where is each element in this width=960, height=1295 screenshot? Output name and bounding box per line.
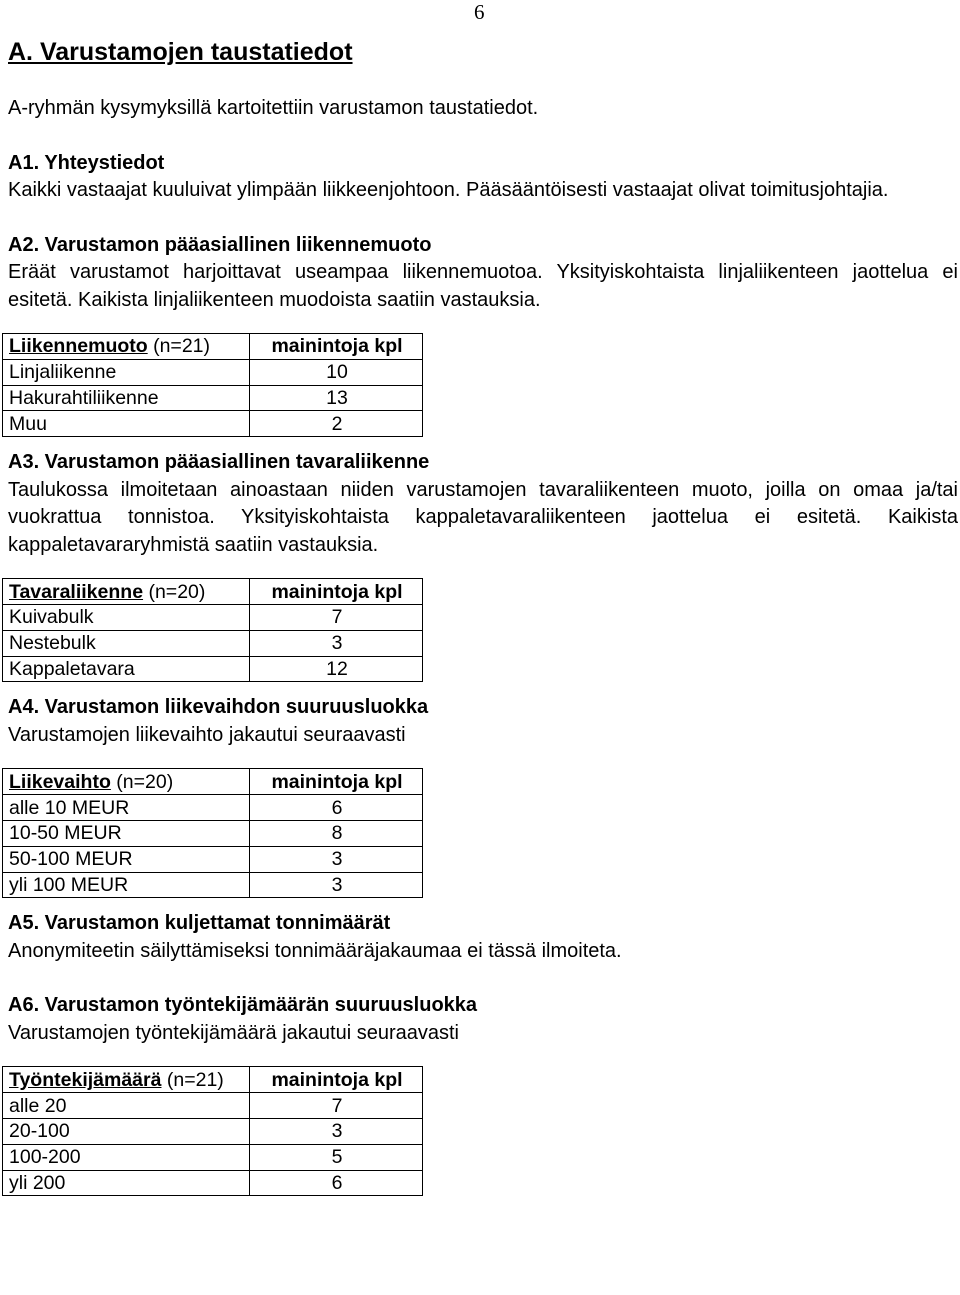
table-header-label-cell — [3, 769, 250, 795]
table-header-row — [3, 334, 423, 360]
intro-text: A-ryhmän kysymyksillä kartoitettiin varustamon taustatiedot. — [8, 97, 539, 119]
table-row — [3, 872, 423, 898]
section-a6-heading: A6. Varustamon työntekijämäärän suuruusluokka — [8, 994, 478, 1017]
table-header-n: (n=21) — [166, 1068, 224, 1091]
table-cell-label: yli 200 — [3, 1170, 250, 1196]
table-cell-value: 6 — [250, 1170, 423, 1196]
page-title: A. Varustamojen taustatiedot — [8, 38, 353, 66]
table-cell-label: 100-200 — [3, 1144, 250, 1170]
table-cell-value: 13 — [250, 385, 423, 411]
table-header-n: (n=21) — [153, 335, 211, 358]
table-row — [3, 795, 423, 821]
table-header-label: Liikevaihto — [9, 770, 111, 793]
table-header-label-cell — [3, 334, 250, 360]
table-row — [3, 359, 423, 385]
table-header-count: mainintoja kpl — [250, 334, 423, 360]
section-a2-text: Eräät varustamot harjoittavat useampaa liikennemuotoa. Yksityiskohtaista linjaliikenteen jaottelua ei esitetä. Kaikista linjaliikenteen muodoista saatiin vastauksia. — [8, 261, 958, 311]
table-cell-label: alle 20 — [3, 1093, 250, 1119]
table-row — [3, 1118, 423, 1144]
table-header-label-cell — [3, 579, 250, 605]
table-header-n: (n=20) — [116, 770, 174, 793]
table-row — [3, 820, 423, 846]
table-row — [3, 385, 423, 411]
table-header-count: mainintoja kpl — [250, 769, 423, 795]
table-cell-value: 3 — [250, 630, 423, 656]
table-cell-value: 7 — [250, 1093, 423, 1119]
table-cell-label: Linjaliikenne — [3, 359, 250, 385]
table-cell-value: 6 — [250, 795, 423, 821]
table-cell-value: 3 — [250, 872, 423, 898]
cargo-traffic-table — [2, 578, 423, 682]
table-cell-label: Muu — [3, 411, 250, 437]
table-row — [3, 604, 423, 630]
section-a4-text: Varustamojen liikevaihto jakautui seuraavasti — [8, 723, 406, 746]
table-cell-label: yli 100 MEUR — [3, 872, 250, 898]
table-cell-value: 10 — [250, 359, 423, 385]
section-a5-text: Anonymiteetin säilyttämiseksi tonnimääräjakaumaa ei tässä ilmoiteta. — [8, 939, 622, 962]
table-row — [3, 1093, 423, 1119]
table-header-label: Liikennemuoto — [9, 335, 148, 358]
section-a6-text: Varustamojen työntekijämäärä jakautui seuraavasti — [8, 1021, 459, 1044]
section-a1-heading: A1. Yhteystiedot — [8, 151, 165, 174]
table-row — [3, 656, 423, 682]
section-a3-heading: A3. Varustamon pääasiallinen tavaraliikenne — [8, 451, 430, 474]
table-row — [3, 1170, 423, 1196]
table-row — [3, 1144, 423, 1170]
table-cell-value: 3 — [250, 846, 423, 872]
table-cell-value: 12 — [250, 656, 423, 682]
page-number: 6 — [474, 0, 485, 24]
table-cell-label: Nestebulk — [3, 630, 250, 656]
table-row — [3, 411, 423, 437]
table-header-row — [3, 579, 423, 605]
table-cell-value: 8 — [250, 820, 423, 846]
table-cell-label: Kappaletavara — [3, 656, 250, 682]
table-header-label: Tavaraliikenne — [9, 580, 144, 603]
table-row — [3, 630, 423, 656]
section-a4-heading: A4. Varustamon liikevaihdon suuruusluokka — [8, 696, 429, 719]
table-cell-value: 3 — [250, 1118, 423, 1144]
table-cell-label: alle 10 MEUR — [3, 795, 250, 821]
table-header-label-cell — [3, 1067, 250, 1093]
table-header-row — [3, 1067, 423, 1093]
revenue-table — [2, 768, 423, 898]
employee-count-table — [2, 1066, 423, 1196]
table-header-n: (n=20) — [148, 580, 206, 603]
table-header-row — [3, 769, 423, 795]
document-body — [8, 36, 958, 1196]
table-cell-label: 10-50 MEUR — [3, 820, 250, 846]
section-a1-text: Kaikki vastaajat kuuluivat ylimpään liikkeenjohtoon. Pääsääntöisesti vastaajat olivat toimitusjohtajia. — [8, 179, 889, 201]
table-cell-value: 2 — [250, 411, 423, 437]
table-cell-value: 7 — [250, 604, 423, 630]
table-header-count: mainintoja kpl — [250, 579, 423, 605]
table-header-count: mainintoja kpl — [250, 1067, 423, 1093]
section-a3-text: Taulukossa ilmoitetaan ainoastaan niiden varustamojen tavaraliikenteen muoto, joilla on omaa ja/tai vuokrattua tonnistoa. Yksityiskohtaista kappaletavaraliikenteen jaottelua ei esitetä. Kaikista kappaletavararyhmistä saatiin vastauksia. — [8, 478, 958, 556]
table-cell-label: Hakurahtiliikenne — [3, 385, 250, 411]
section-a2-heading: A2. Varustamon pääasiallinen liikennemuoto — [8, 233, 432, 256]
table-row — [3, 846, 423, 872]
table-cell-label: 50-100 MEUR — [3, 846, 250, 872]
table-header-label: Työntekijämäärä — [9, 1068, 162, 1091]
traffic-mode-table — [2, 333, 423, 437]
section-a5-heading: A5. Varustamon kuljettamat tonnimäärät — [8, 912, 391, 935]
table-cell-value: 5 — [250, 1144, 423, 1170]
table-cell-label: Kuivabulk — [3, 604, 250, 630]
table-cell-label: 20-100 — [3, 1118, 250, 1144]
